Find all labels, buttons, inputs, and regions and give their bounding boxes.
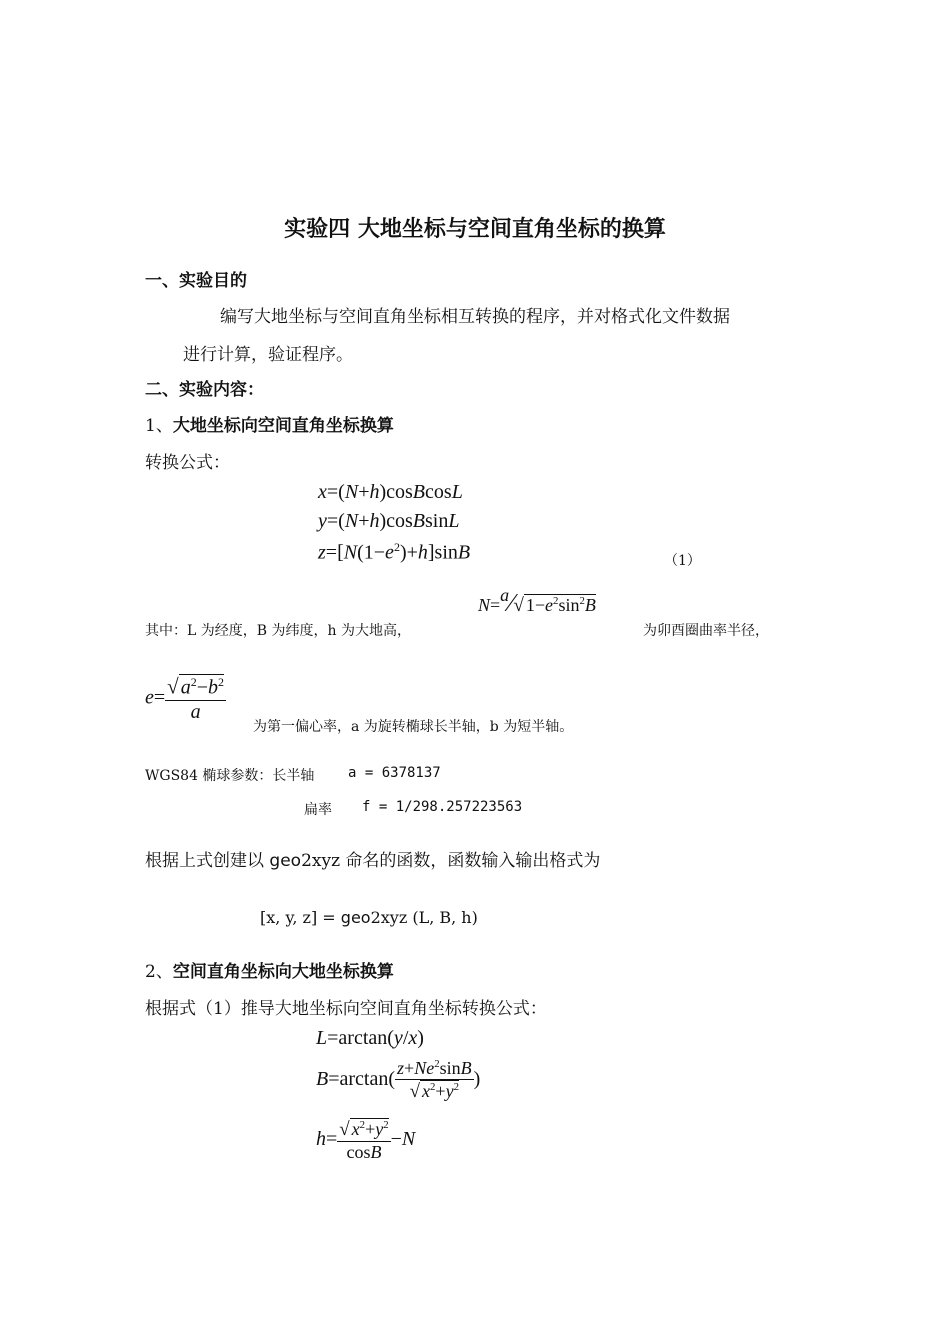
eccentricity-description: 为第一偏心率，a 为旋转椭球长半轴，b 为短半轴。	[253, 719, 574, 735]
formula-label: 转换公式：	[145, 453, 230, 473]
subsection-1-number: 1、	[145, 416, 173, 436]
subsection-1-title: 大地坐标向空间直角坐标换算	[172, 416, 394, 436]
equation-L: L=arctan(y/x)	[316, 1027, 424, 1049]
equation-number: （1）	[664, 553, 701, 569]
function-description-post: 2xyz 命名的函数，函数输入输出格式为	[301, 851, 601, 871]
function-signature-geo: geo	[340, 908, 371, 927]
function-signature	[260, 908, 478, 927]
purpose-line-2: 进行计算，验证程序。	[183, 345, 353, 365]
subsection-2-intro: 根据式（1）推导大地坐标向空间直角坐标转换公式：	[145, 999, 547, 1019]
function-signature-pre: [x, y, z] =	[260, 908, 341, 927]
equation-N: N=a∕√ $1-e^2\sin^2B$	[478, 585, 596, 617]
equation-B: B=arctan( $\frac{z+Ne^2\sin B}{√ x^2+y^2}$ )	[316, 1058, 481, 1102]
function-signature-post: 2xyz (L, B, h)	[370, 908, 478, 927]
purpose-line-1: 编写大地坐标与空间直角坐标相互转换的程序，并对格式化文件数据	[220, 307, 730, 327]
subsection-2-title: 空间直角坐标向大地坐标换算	[172, 962, 394, 982]
subsection-2-number: 2、	[145, 962, 173, 982]
section-heading-purpose: 一、实验目的	[145, 271, 247, 291]
wgs84-flattening-value: f = 1/298.257223563	[362, 799, 523, 815]
function-description-pre: 根据上式创建以	[145, 851, 270, 871]
wgs84-flattening-label: 扁率	[304, 802, 332, 818]
wgs84-semi-major-value: a = 6378137	[348, 765, 441, 781]
where-suffix: 为卯酉圈曲率半径，	[643, 623, 769, 639]
equation-e: e= $\frac{√ a^2-b^2}{a}$	[145, 674, 224, 723]
equation-x: x=(N+h)cosBcosL	[318, 481, 463, 503]
where-prefix: 其中：L 为经度，B 为纬度，h 为大地高，	[145, 623, 411, 639]
section-heading-content: 二、实验内容：	[145, 380, 264, 400]
page-title: 实验四 大地坐标与空间直角坐标的换算	[284, 217, 666, 242]
function-description-geo: geo	[269, 851, 302, 871]
equation-y: y=(N+h)cosBsinL	[318, 510, 460, 532]
equation-h: h= $\frac{√ x^2+y^2}{\cos B}$ −N	[316, 1119, 416, 1162]
wgs84-label: WGS84 椭球参数：长半轴	[145, 768, 315, 784]
subsection-2-heading	[145, 957, 394, 982]
subsection-1-heading	[145, 411, 394, 436]
function-description	[145, 846, 600, 871]
equation-z: $z=[N(1-e^2)+h]\sin B$	[318, 540, 471, 564]
